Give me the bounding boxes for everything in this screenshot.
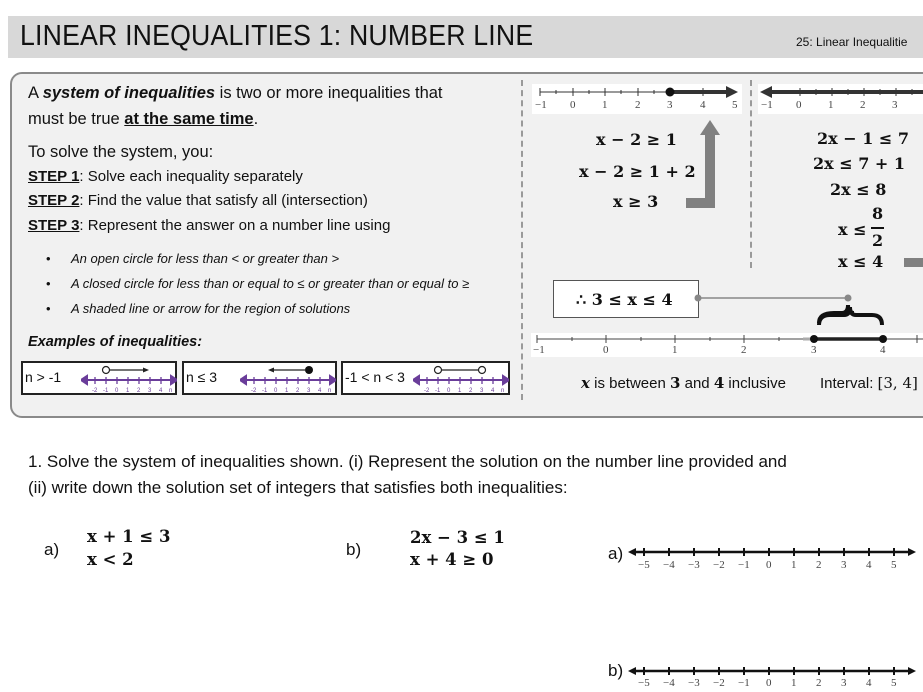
question-line-1: 1. Solve the system of inequalities shown. (i) Represent the solution on the number line provided and [28,452,787,471]
tick-label: −2 [713,559,725,571]
desc-text: and [680,375,714,392]
step-1-text: : Solve each inequality separately [79,167,303,185]
step-2-label: STEP 2 [28,192,80,209]
tick-label: 3 [892,99,898,111]
part-a-inequality-1: x + 1 ≤ 3 [87,527,171,546]
svg-text:-1: -1 [262,388,268,393]
tick-label: 5 [891,677,897,689]
tick-label: 0 [766,677,772,689]
tick-label: 2 [860,99,866,111]
tick-label: 1 [672,344,678,356]
tick-label: −5 [638,677,650,689]
part-b-inequality-1: 2x − 3 ≤ 1 [410,528,505,547]
worked-number-line-2 [758,84,923,114]
desc-text: is between [589,375,670,392]
svg-text:4: 4 [491,388,495,393]
svg-text:0: 0 [274,388,278,393]
tick-label: −1 [761,99,773,111]
page-subtitle: 25: Linear Inequalitie [796,35,908,49]
part-a-inequality-2: x < 2 [87,550,134,569]
worked-step: 2x ≤ 7 + 1 [813,154,906,173]
example-number-line-icon [240,363,336,393]
var-x: x [581,374,590,392]
tick-label: −1 [535,99,547,111]
tick-label: 4 [700,99,706,111]
tick-label: 1 [791,559,797,571]
interval-value: [3, 4] [877,374,918,392]
worked-step: x − 2 ≥ 1 + 2 [579,162,696,181]
number-line-blank-icon [628,664,916,678]
tick-label: 2 [741,344,747,356]
svg-text:2: 2 [137,388,141,393]
fraction-denominator: 2 [872,231,884,250]
desc-text: inclusive [724,375,786,392]
arrow-up-icon [686,198,715,208]
intro-text [28,80,443,132]
bullet-closed-circle: • A closed circle for less than or equal to ≤ or greater than or equal to ≥ [46,271,469,296]
step-3 [28,214,390,239]
svg-text:-1: -1 [435,388,441,393]
number-line-le4-icon [758,84,923,114]
svg-text:-2: -2 [251,388,257,393]
interval-notation [820,374,918,392]
tick-label: 0 [603,344,609,356]
svg-text:1: 1 [126,388,130,393]
combined-number-line [531,333,923,357]
bullet-shaded-line: • A shaded line or arrow for the region of solutions [46,296,469,321]
tick-label: 5 [891,559,897,571]
number-line-3-to-4-icon [531,333,923,357]
curly-brace-icon [816,303,886,327]
worked-step: 2x ≤ 8 [830,180,887,199]
solution-box [553,280,699,318]
tick-label: 4 [866,677,872,689]
step-2-text: : Find the value that satisfy all (intersection) [79,192,368,209]
worked-step-fraction-prefix: x ≤ [838,220,867,239]
tick-label: 5 [732,99,738,111]
question-line-2: (ii) write down the solution set of integers that satisfies both inequalities: [28,478,568,497]
tick-label: 2 [816,559,822,571]
svg-text:n: n [501,388,505,393]
example-label: n > -1 [25,369,62,385]
intro-emphasis: at the same time [124,110,254,128]
tick-label: 3 [667,99,673,111]
worked-step: x ≤ 4 [838,252,884,271]
svg-text:3: 3 [307,388,311,393]
part-b-label: b) [346,540,362,559]
example-label: n ≤ 3 [186,369,218,385]
svg-text:n: n [328,388,332,393]
tick-label: −3 [688,677,700,689]
step-2 [28,189,390,214]
steps-list [28,140,390,238]
step-3-label: STEP 3 [28,216,80,234]
svg-text:0: 0 [115,388,119,393]
svg-text:0: 0 [447,388,451,393]
numberline-b-label[interactable]: b) [608,661,624,680]
tick-label: −1 [738,559,750,571]
svg-text:1: 1 [458,388,462,393]
tick-label: 1 [791,677,797,689]
tick-label: 3 [841,677,847,689]
svg-text:1: 1 [285,388,289,393]
page-title: LINEAR INEQUALITIES 1: NUMBER LINE [20,20,534,52]
tick-label: −4 [663,677,675,689]
tick-label: 0 [570,99,576,111]
question-text [28,449,787,501]
divider-dashed [750,80,752,268]
tick-label: 2 [816,677,822,689]
tick-label: −1 [738,677,750,689]
tick-label: 0 [766,559,772,571]
svg-text:4: 4 [318,388,322,393]
tick-label: 3 [841,559,847,571]
tick-label: 2 [635,99,641,111]
tick-label: 3 [811,344,817,356]
svg-text:2: 2 [296,388,300,393]
desc-num: 4 [713,374,725,392]
fraction-numerator: 8 [872,204,884,223]
intro-text-pre: A [28,84,43,102]
worked-step: 2x − 1 ≤ 7 [817,129,910,148]
solution-text: ∴ 3 ≤ x ≤ 4 [576,290,673,309]
desc-num: 3 [670,374,681,392]
worked-step: x ≥ 3 [613,192,659,211]
interval-label: Interval: [820,375,878,392]
worked-step: x − 2 ≥ 1 [596,130,677,149]
example-box-2 [182,361,337,395]
tick-label: −1 [533,344,545,356]
tick-label: −5 [638,559,650,571]
svg-text:4: 4 [159,388,163,393]
numberline-a-label[interactable]: a) [608,544,624,563]
example-box-3 [341,361,510,395]
example-box-1 [21,361,177,395]
examples-label: Examples of inequalities: [28,334,203,350]
part-b-inequality-2: x + 4 ≥ 0 [410,550,494,569]
arrow-right-icon [904,258,923,267]
tick-label: 1 [828,99,834,111]
step-1-label: STEP 1 [28,167,80,185]
tick-label: −2 [713,677,725,689]
part-a-label: a) [44,540,60,559]
intro-term: system of inequalities [42,84,216,102]
tick-label: 0 [796,99,802,111]
tick-label: 4 [880,344,886,356]
example-number-line-icon [413,363,509,393]
fraction-bar [871,227,884,229]
tick-label: 4 [866,559,872,571]
answer-number-line-a[interactable] [628,545,916,575]
step-3-text: : Represent the answer on a number line using [79,216,391,234]
worked-number-line-1 [532,84,742,114]
svg-text:3: 3 [480,388,484,393]
svg-text:3: 3 [148,388,152,393]
intro-line2-pre: must be true [28,110,125,128]
tick-label: 1 [602,99,608,111]
answer-number-line-b[interactable] [628,664,916,692]
svg-text:n: n [169,388,173,393]
intro-line2-post: . [253,110,259,128]
svg-text:-1: -1 [103,388,109,393]
svg-text:-2: -2 [424,388,430,393]
intro-text-post: is two or more inequalities that [215,84,443,102]
solution-description [581,374,786,392]
example-label: -1 < n < 3 [345,369,405,385]
svg-text:2: 2 [469,388,473,393]
bullet-list [46,246,469,321]
tick-label: −3 [688,559,700,571]
svg-text:-2: -2 [92,388,98,393]
step-1 [28,165,390,190]
bullet-open-circle: • An open circle for less than < or greater than > [46,246,469,271]
arrow-up-head-icon [700,120,720,135]
steps-lead: To solve the system, you: [28,143,214,161]
example-number-line-icon [81,363,177,393]
divider-dashed [521,80,523,400]
tick-label: −4 [663,559,675,571]
number-line-blank-icon [628,545,916,559]
